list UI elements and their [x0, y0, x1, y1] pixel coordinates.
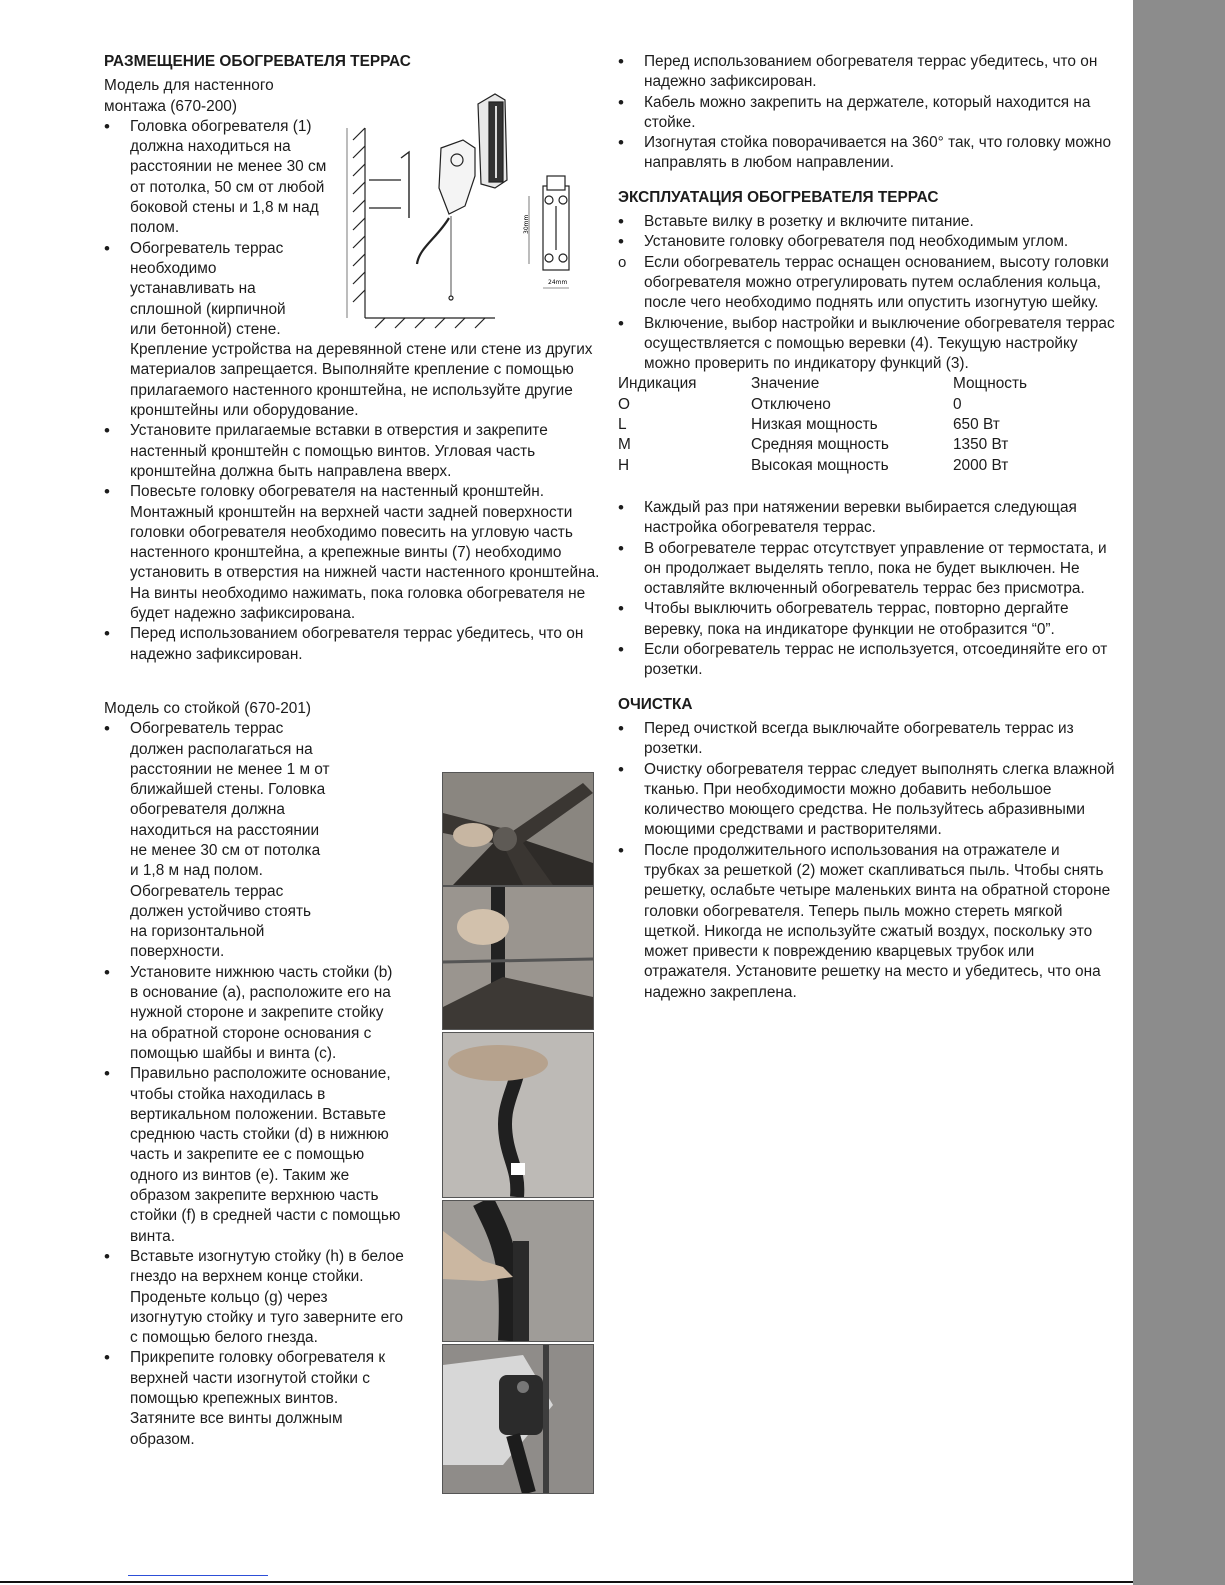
list-item: • Перед очисткой всегда выключайте обогреватель террас из розетки.	[618, 719, 1118, 760]
table-cell: 1350 Вт	[953, 436, 1009, 454]
table-row	[618, 415, 1113, 435]
list-item: • После продолжительного использования на отражателе и трубках за решеткой (2) может скапливаться пыль. Чтобы снять решетку, ослабьте четыре маленьких винта на обратной стороне головки обогревателя. Теперь пыль можно стереть мягкой щеткой. Никогда не используйте сжатый воздух, поскольку это может привести к повреждению кварцевых трубок или отражателя. Установите решетку на место и убедитесь, что она надежно закреплена.	[618, 841, 1118, 1003]
after-table-bullets	[618, 498, 1118, 681]
list-item: • Если обогреватель террас не используется, отсоединяйте его от розетки.	[618, 640, 1118, 681]
section-title-operation: ЭКСПЛУАТАЦИЯ ОБОГРЕВАТЕЛЯ ТЕРРАС	[618, 188, 939, 206]
table-cell: L	[618, 416, 627, 434]
list-item: • Изогнутая стойка поворачивается на 360° так, что головку можно направлять в любом направлении.	[618, 133, 1118, 174]
list-item: • Вставьте изогнутую стойку (h) в белое гнездо на верхнем конце стойки. Проденьте кольцо (g) через изогнутую стойку и туго заверните его с помощью белого гнезда.	[104, 1247, 404, 1348]
operation-bullets	[618, 212, 1118, 374]
list-item: • Установите нижнюю часть стойки (b) в основание (a), расположите его на нужной стороне и закрепите стойку на обратной стороне основания с помощью шайбы и винта (c).	[104, 963, 404, 1064]
table-row	[618, 395, 1113, 415]
list-item: o Если обогреватель террас оснащен основанием, высоту головки обогревателя можно отрегулировать путем ослабления кольца, после чего необходимо поднять или опустить изогнутую шейку.	[618, 253, 1118, 314]
wall-mount-diagram	[345, 88, 595, 336]
table-cell: 0	[953, 395, 962, 413]
table-cell: Средняя мощность	[751, 436, 889, 454]
table-header: Мощность	[953, 375, 1028, 393]
list-item: • Повесьте головку обогревателя на настенный кронштейн. Монтажный кронштейн на верхней части задней поверхности головки обогревателя необходимо повесить на угловую часть настенного кронштейна, а крепежные винты (7) необходимо установить в отверстия на нижней части настенного кронштейна. На винты необходимо нажимать, пока головка обогревателя не будет надежно зафиксирована.	[104, 482, 604, 624]
table-cell: Высокая мощность	[751, 456, 889, 474]
stand-model-title: Модель со стойкой (670-201)	[104, 699, 312, 717]
table-header: Индикация	[618, 375, 697, 393]
list-item: • Чтобы выключить обогреватель террас, повторно дергайте веревку, пока на индикаторе функции не отобразится “0”.	[618, 599, 1118, 640]
list-item: • Головка обогревателя (1) должна находиться на расстоянии не менее 30 см от потолка, 50 см от любой боковой стены и 1,8 м над полом.	[104, 117, 330, 239]
table-row	[618, 435, 1113, 455]
list-item: • Каждый раз при натяжении веревки выбирается следующая настройка обогревателя террас.	[618, 498, 1118, 539]
list-item: • В обогревателе террас отсутствует управление от термостата, и он продолжает выделять тепло, пока не будет выключен. Не оставляйте включенный обогреватель террас без присмотра.	[618, 539, 1118, 600]
list-item: • Кабель можно закрепить на держателе, который находится на стойке.	[618, 93, 1118, 134]
table-cell: 2000 Вт	[953, 456, 1009, 474]
table-cell: M	[618, 436, 631, 454]
table-header-row	[618, 374, 1113, 394]
wall-model-line-2: монтажа (670-200)	[104, 97, 237, 115]
footer-link-underline	[128, 1575, 268, 1576]
list-item: • Установите головку обогревателя под необходимым углом.	[618, 232, 1118, 252]
list-item: • Вставьте вилку в розетку и включите питание.	[618, 212, 1118, 232]
table-cell: Низкая мощность	[751, 416, 878, 434]
right-column	[618, 52, 1118, 1003]
footer-rule	[0, 1581, 1133, 1583]
list-item: • Включение, выбор настройки и выключение обогревателя террас осуществляется с помощью веревки (4). Текущую настройку можно проверить по индикатору функций (3).	[618, 314, 1118, 375]
list-item: • Установите прилагаемые вставки в отверстия и закрепите настенный кронштейн с помощью винтов. Угловая часть кронштейна должна быть направлена вверх.	[104, 421, 604, 482]
photo-base-assembly	[442, 772, 594, 886]
table-row	[618, 456, 1113, 476]
indicator-table	[618, 374, 1113, 475]
dim-width-label: 24mm	[548, 279, 568, 286]
right-top-bullets	[618, 52, 1118, 174]
photo-head-mount	[442, 1344, 594, 1494]
cleaning-bullets	[618, 719, 1118, 1003]
table-cell: H	[618, 456, 630, 474]
table-header: Значение	[751, 375, 820, 393]
photo-curved-pole	[442, 1032, 594, 1198]
photo-ring-fitting	[442, 1200, 594, 1342]
page-side-tab	[1133, 0, 1225, 1585]
table-cell: O	[618, 395, 630, 413]
list-item: • Перед использованием обогревателя террас убедитесь, что он надежно зафиксирован.	[618, 52, 1118, 93]
stand-bullets	[104, 719, 404, 1450]
section-title-placement: РАЗМЕЩЕНИЕ ОБОГРЕВАТЕЛЯ ТЕРРАС	[104, 53, 411, 70]
table-cell: 650 Вт	[953, 416, 1000, 434]
wall-model-line-1: Модель для настенного	[104, 77, 274, 95]
list-item: • Очистку обогревателя террас следует выполнять слегка влажной тканью. При необходимости можно добавить небольшое количество моющего средства. Не пользуйтесь абразивными моющими средствами и растворителями.	[618, 760, 1118, 841]
list-item: • Обогреватель террас должен располагаться на расстоянии не менее 1 м от ближайшей стены. Головка обогревателя должна находиться на расстоянии не менее 30 см от потолка и 1,8 м над полом. Обогреватель террас должен устойчиво стоять на горизонтальной поверхности.	[104, 719, 330, 963]
list-item: • Правильно расположите основание, чтобы стойка находилась в вертикальном положении. Вставьте среднюю часть стойки (d) в нижнюю часть и закрепите ее с помощью одного из винтов (e). Таким же образом закрепите верхнюю часть стойки (f) в средней части с помощью винта.	[104, 1064, 404, 1247]
photo-lower-pole	[442, 886, 594, 1030]
list-item: • Перед использованием обогревателя террас убедитесь, что он надежно зафиксирован.	[104, 624, 604, 665]
section-title-cleaning: ОЧИСТКА	[618, 695, 693, 713]
dim-height-label: 30mm	[523, 214, 530, 234]
list-item: • Обогреватель террас необходимо устанавливать на сплошной (кирпичной или бетонной) стене. Крепление устройства на деревянной стене или стене из других материалов запрещается. Выполняйте крепление с помощью прилагаемого настенного кронштейна, не используйте другие кронштейны или оборудование.	[104, 239, 604, 422]
table-cell: Отключено	[751, 395, 831, 413]
list-item: • Прикрепите головку обогревателя к верхней части изогнутой стойки с помощью крепежных винтов. Затяните все винты должным образом.	[104, 1348, 404, 1449]
